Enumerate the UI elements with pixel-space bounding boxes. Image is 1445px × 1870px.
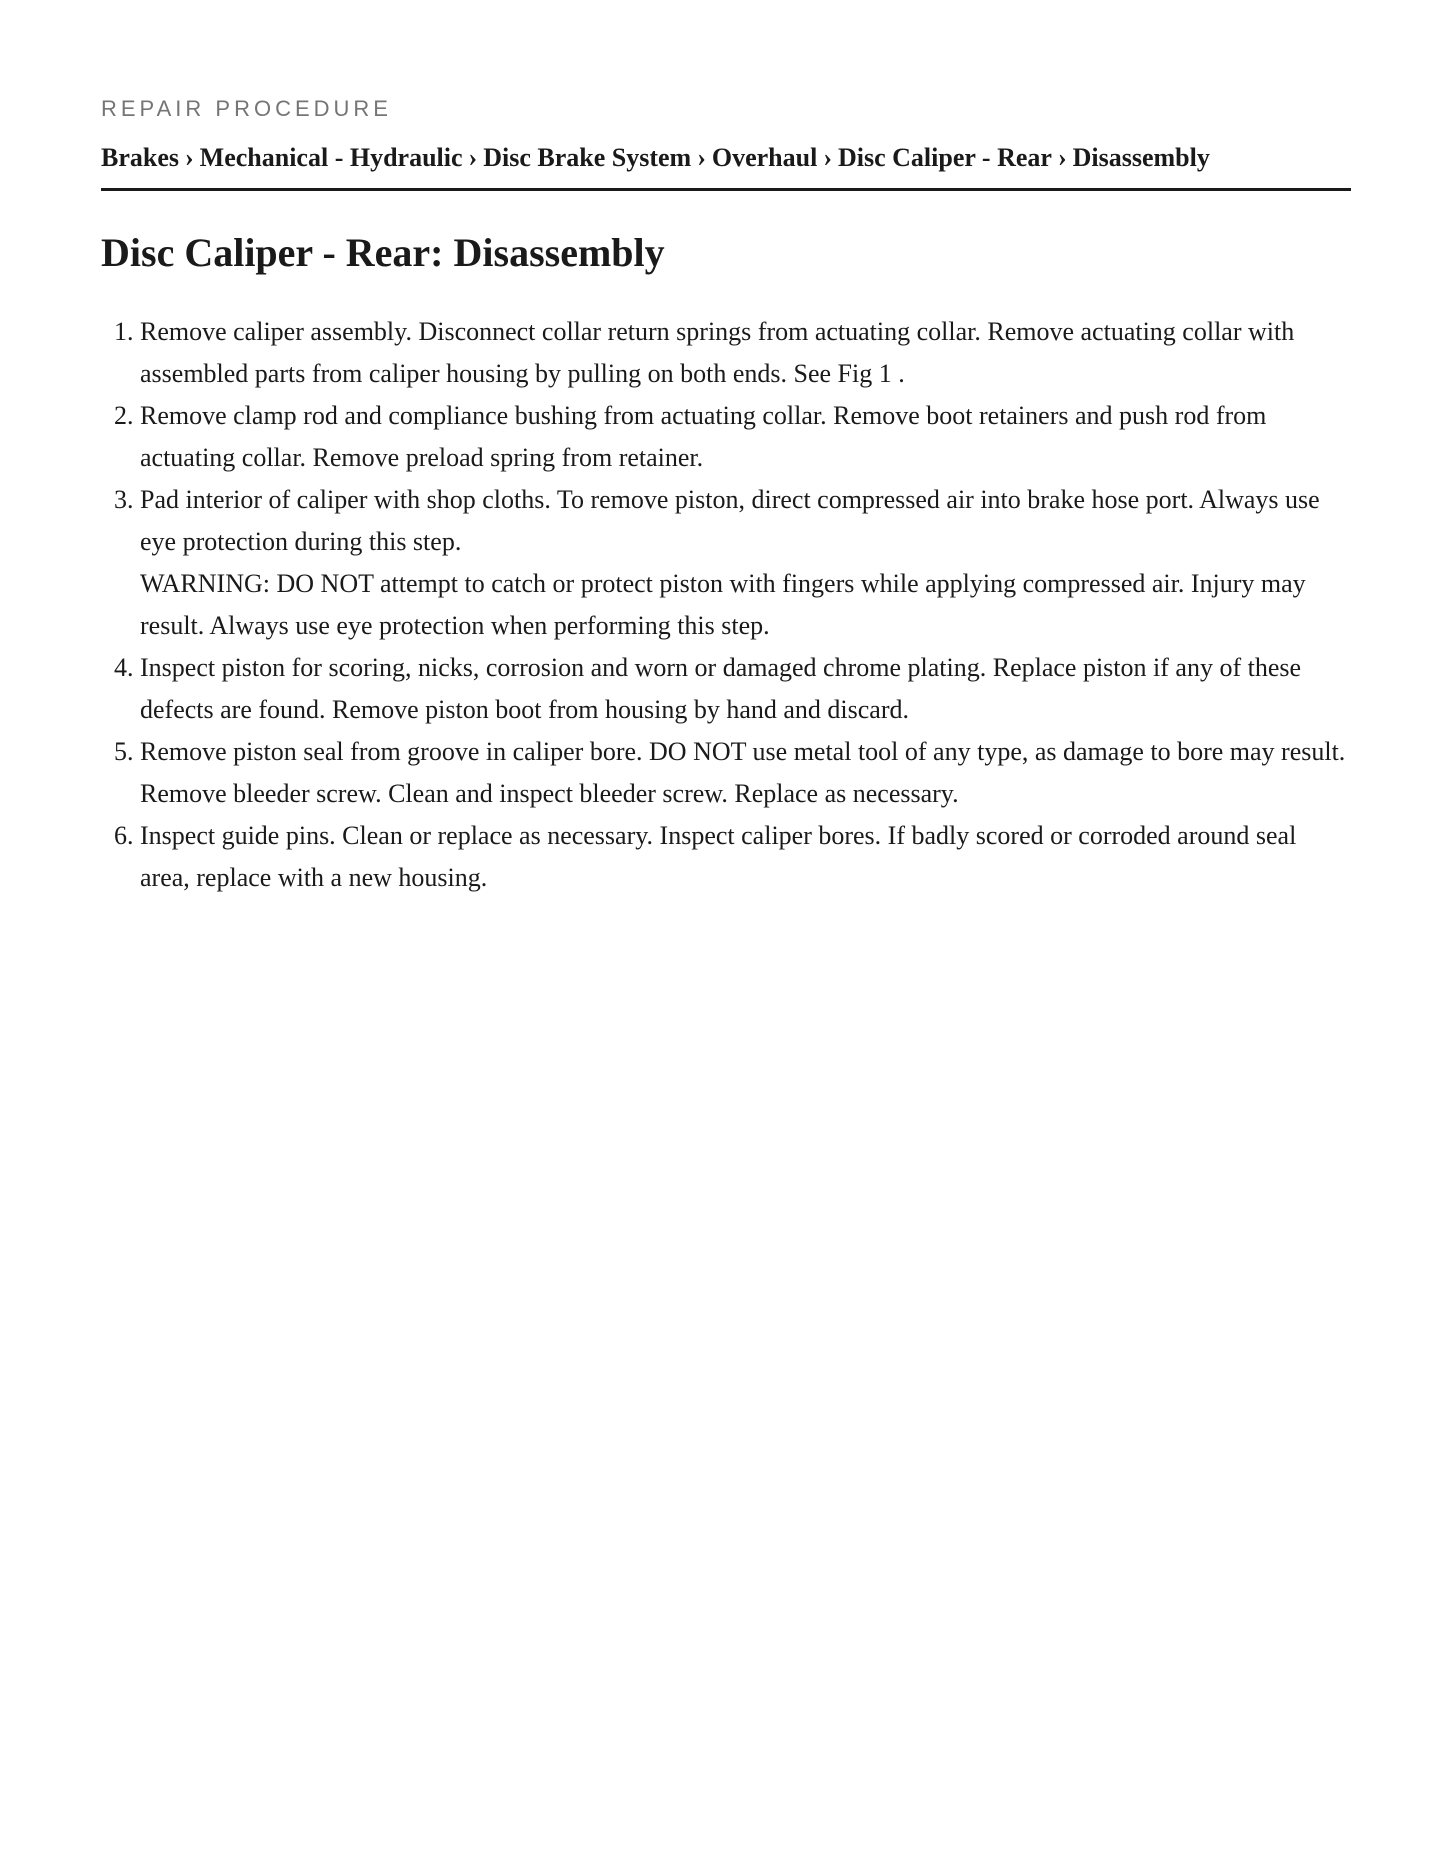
breadcrumb-item-brakes[interactable]: Brakes	[101, 143, 179, 172]
breadcrumb-item-overhaul[interactable]: Overhaul	[711, 143, 818, 172]
breadcrumb-separator: ›	[823, 143, 832, 172]
step-item	[140, 479, 1351, 647]
breadcrumb-separator: ›	[468, 143, 478, 172]
document-page	[101, 96, 1351, 899]
step-text: 1. Remove caliper assembly. Disconnect collar return springs from actuating collar. Remove actuating collar with assembled parts from caliper housing by pulling on both ends. See Fig 1 .	[140, 317, 1295, 388]
step-warning: WARNING: DO NOT attempt to catch or protect piston with fingers while applying compressed air. Injury may result. Always use eye protection when performing this step.	[140, 569, 1306, 640]
step-item	[140, 311, 1351, 395]
step-text: 6. Inspect guide pins. Clean or replace as necessary. Inspect caliper bores. If badly scored or corroded around seal area, replace with a new housing.	[140, 821, 1297, 892]
step-item	[140, 815, 1351, 899]
breadcrumb-item-mechanical-hydraulic[interactable]: Mechanical - Hydraulic	[199, 143, 463, 172]
step-text: 3. Pad interior of caliper with shop cloths. To remove piston, direct compressed air into brake hose port. Always use eye protection during this step.	[140, 485, 1320, 556]
page-title: Disc Caliper - Rear: Disassembly	[101, 230, 665, 275]
breadcrumb-separator: ›	[697, 143, 706, 172]
step-item	[140, 395, 1351, 479]
section-kicker: REPAIR PROCEDURE	[101, 96, 392, 121]
step-text: 4. Inspect piston for scoring, nicks, corrosion and worn or damaged chrome plating. Replace piston if any of these defects are found. Remove piston boot from housing by hand and discard.	[140, 653, 1302, 724]
procedure-steps	[101, 311, 1351, 899]
breadcrumb-separator: ›	[1057, 143, 1067, 172]
step-item	[140, 647, 1351, 731]
breadcrumb	[101, 142, 1351, 191]
step-text: 5. Remove piston seal from groove in caliper bore. DO NOT use metal tool of any type, as damage to bore may result. Remove bleeder screw. Clean and inspect bleeder screw. Replace as necessary.	[140, 737, 1346, 808]
breadcrumb-item-disc-brake-system[interactable]: Disc Brake System	[483, 143, 692, 172]
breadcrumb-separator: ›	[185, 143, 194, 172]
breadcrumb-item-disassembly: Disassembly	[1072, 143, 1210, 172]
step-item	[140, 731, 1351, 815]
breadcrumb-item-disc-caliper-rear[interactable]: Disc Caliper - Rear	[837, 143, 1052, 172]
step-text: 2. Remove clamp rod and compliance bushing from actuating collar. Remove boot retainers and push rod from actuating collar. Remove preload spring from retainer.	[140, 401, 1267, 472]
